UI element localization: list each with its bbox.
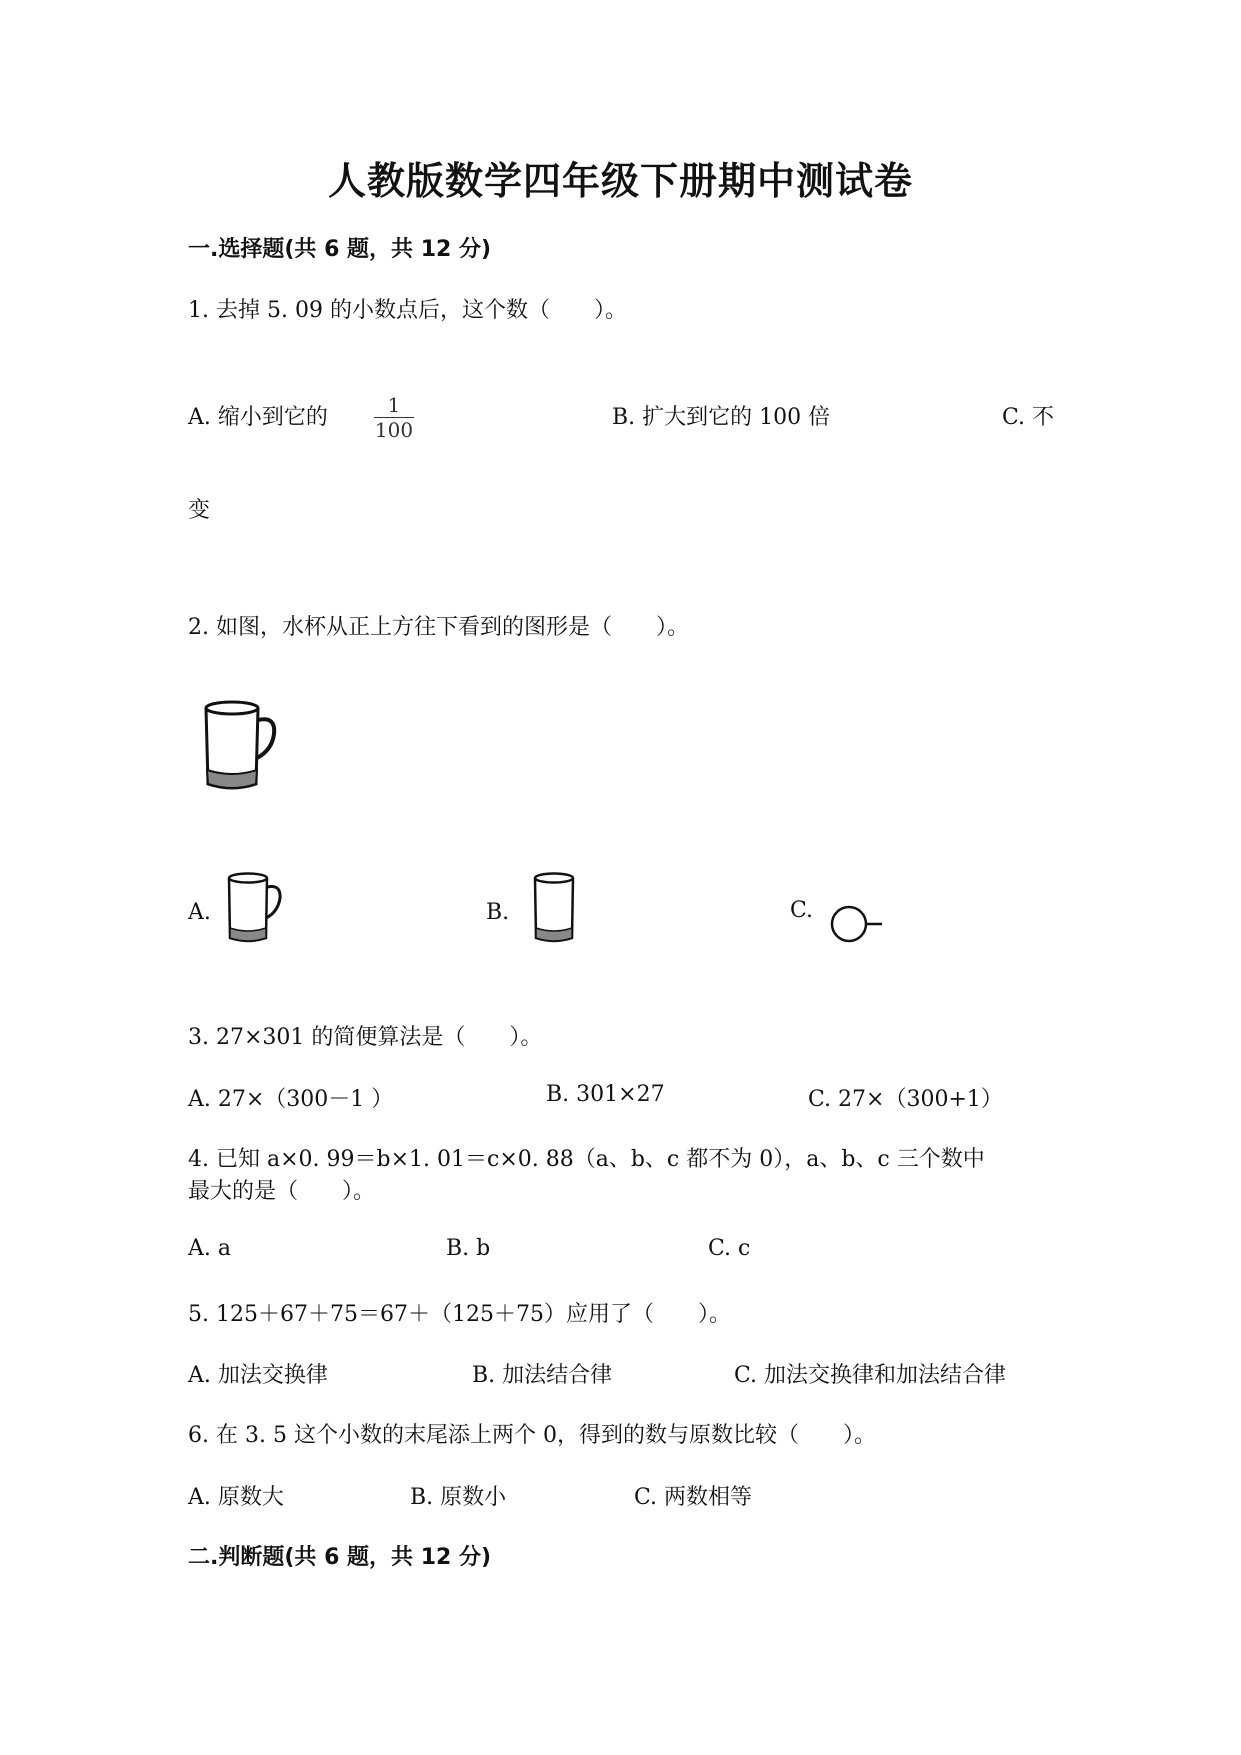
question-3-option-a: A. 27×（300－1 ） <box>188 1087 394 1112</box>
option-a-mug-icon <box>225 872 295 946</box>
fraction-numerator: 1 <box>387 393 401 417</box>
question-6-option-b: B. 原数小 <box>410 1485 507 1510</box>
question-1-option-a: A. 缩小到它的 <box>188 405 328 430</box>
question-1-option-c: C. 不 <box>1002 405 1055 430</box>
question-4-option-a: A. a <box>188 1236 231 1261</box>
question-5-stem: 5. 125＋67＋75＝67＋（125＋75）应用了（ ）。 <box>188 1302 731 1327</box>
question-4-stem-line-2: 最大的是（ ）。 <box>188 1179 376 1204</box>
question-1-stem: 1. 去掉 5. 09 的小数点后，这个数（ ）。 <box>188 298 627 323</box>
question-2-option-a: A. <box>188 900 211 925</box>
question-2-option-b: B. <box>486 900 510 925</box>
question-6-option-c: C. 两数相等 <box>634 1485 753 1510</box>
question-1-fraction <box>374 394 414 441</box>
question-1-option-b: B. 扩大到它的 100 倍 <box>612 405 831 430</box>
question-5-option-a: A. 加法交换律 <box>188 1363 328 1388</box>
question-4-option-c: C. c <box>708 1236 751 1261</box>
section-heading-judgement: 二.判断题(共 6 题，共 12 分) <box>188 1545 492 1570</box>
question-6-stem: 6. 在 3. 5 这个小数的末尾添上两个 0，得到的数与原数比较（ ）。 <box>188 1423 876 1448</box>
question-4-stem-line-1: 4. 已知 a×0. 99＝b×1. 01＝c×0. 88（a、b、c 都不为 0），a、b、c 三个数中 <box>188 1147 985 1172</box>
question-1-option-c-continued: 变 <box>188 498 211 523</box>
question-2-option-c: C. <box>790 898 814 923</box>
option-b-cylinder-icon <box>532 872 582 946</box>
question-5-option-b: B. 加法结合律 <box>472 1363 613 1388</box>
question-4-option-b: B. b <box>446 1236 491 1261</box>
question-3-option-c: C. 27×（300+1） <box>808 1087 1003 1112</box>
question-5-option-c: C. 加法交换律和加法结合律 <box>734 1363 1007 1388</box>
fraction-denominator: 100 <box>374 418 414 442</box>
section-heading-choice: 一.选择题(共 6 题，共 12 分) <box>188 237 492 262</box>
option-c-circle-icon <box>830 904 890 948</box>
page-title: 人教版数学四年级下册期中测试卷 <box>327 159 913 203</box>
mug-figure-icon <box>200 700 290 796</box>
question-2-stem: 2. 如图，水杯从正上方往下看到的图形是（ ）。 <box>188 615 689 640</box>
question-6-option-a: A. 原数大 <box>188 1485 284 1510</box>
question-3-stem: 3. 27×301 的简便算法是（ ）。 <box>188 1025 543 1050</box>
question-3-option-b: B. 301×27 <box>546 1082 665 1107</box>
